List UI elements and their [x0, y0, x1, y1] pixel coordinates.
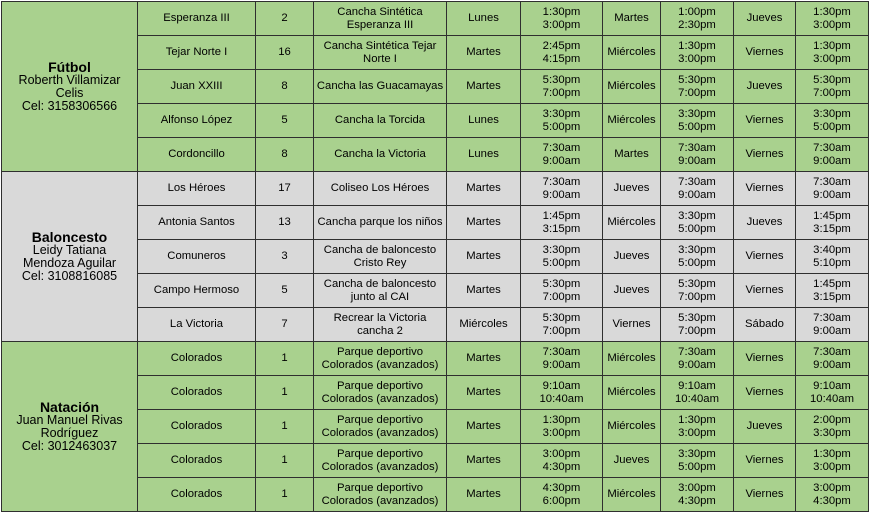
time-end: 2:30pm — [678, 18, 716, 31]
time-end: 7:00pm — [542, 324, 581, 337]
day-cell: Martes — [603, 2, 661, 36]
time-start: 3:30pm — [678, 107, 716, 120]
number-cell: 2 — [256, 2, 314, 36]
day-cell: Miércoles — [603, 104, 661, 138]
number-cell: 8 — [256, 70, 314, 104]
barrio-cell: Comuneros — [138, 240, 256, 274]
venue-cell: Cancha la Victoria — [314, 138, 447, 172]
barrio-cell: Cordoncillo — [138, 138, 256, 172]
time-cell — [661, 444, 734, 478]
time-end: 3:00pm — [678, 52, 716, 65]
time-start: 1:30pm — [542, 5, 581, 18]
time-end: 4:30pm — [678, 494, 716, 507]
time-end: 5:00pm — [542, 256, 581, 269]
time-end: 7:00pm — [678, 86, 716, 99]
time-start: 7:30am — [813, 311, 851, 324]
time-end: 5:00pm — [678, 460, 716, 473]
time-start: 7:30am — [542, 175, 581, 188]
number-cell: 1 — [256, 478, 314, 512]
time-start: 1:30pm — [678, 413, 716, 426]
day-cell: Viernes — [734, 444, 796, 478]
sport-name: Natación — [39, 398, 100, 415]
time-cell — [521, 206, 603, 240]
day-cell: Jueves — [734, 70, 796, 104]
time-start: 7:30am — [678, 141, 716, 154]
time-end: 5:00pm — [678, 222, 716, 235]
day-cell: Viernes — [734, 172, 796, 206]
time-end: 3:00pm — [542, 18, 581, 31]
time-start: 1:30pm — [813, 447, 851, 460]
number-cell: 1 — [256, 444, 314, 478]
venue-cell: Parque deportivo Colorados (avanzados) — [314, 342, 447, 376]
time-start: 7:30am — [678, 345, 716, 358]
venue-cell: Parque deportivo Colorados (avanzados) — [314, 444, 447, 478]
sport-cell — [2, 342, 138, 512]
day-cell: Martes — [447, 342, 521, 376]
time-start: 3:30pm — [542, 107, 581, 120]
time-cell — [796, 308, 869, 342]
time-start: 3:30pm — [678, 209, 716, 222]
day-cell: Miércoles — [603, 70, 661, 104]
time-cell — [521, 478, 603, 512]
day-cell: Martes — [447, 478, 521, 512]
coach-name-line1: Leidy Tatiana — [32, 242, 107, 257]
coach-name-line2: Celis — [55, 85, 84, 100]
time-cell — [661, 2, 734, 36]
barrio-cell: Los Héroes — [138, 172, 256, 206]
time-start: 5:30pm — [542, 73, 581, 86]
time-cell — [521, 172, 603, 206]
time-end: 3:00pm — [813, 18, 851, 31]
day-cell: Miércoles — [603, 478, 661, 512]
sport-cell — [2, 172, 138, 342]
day-cell: Viernes — [734, 104, 796, 138]
time-cell — [796, 206, 869, 240]
coach-name-line1: Juan Manuel Rivas — [16, 412, 123, 427]
day-cell: Sábado — [734, 308, 796, 342]
time-cell — [521, 308, 603, 342]
barrio-cell: Colorados — [138, 342, 256, 376]
time-end: 7:00pm — [678, 290, 716, 303]
schedule-body — [2, 2, 869, 512]
day-cell: Miércoles — [603, 376, 661, 410]
barrio-cell: Alfonso López — [138, 104, 256, 138]
time-end: 3:00pm — [813, 460, 851, 473]
barrio-cell: Campo Hermoso — [138, 274, 256, 308]
venue-cell: Cancha parque los niños — [314, 206, 447, 240]
time-end: 6:00pm — [542, 494, 581, 507]
time-start: 3:00pm — [542, 447, 581, 460]
barrio-cell: Tejar Norte I — [138, 36, 256, 70]
number-cell: 3 — [256, 240, 314, 274]
day-cell: Miércoles — [447, 308, 521, 342]
day-cell: Viernes — [734, 274, 796, 308]
time-cell — [661, 410, 734, 444]
time-cell — [661, 206, 734, 240]
sport-cell — [2, 2, 138, 172]
day-cell: Martes — [447, 70, 521, 104]
time-start: 3:00pm — [813, 481, 851, 494]
venue-cell: Cancha Sintética Tejar Norte I — [314, 36, 447, 70]
time-end: 9:00am — [813, 188, 851, 201]
venue-cell: Cancha la Torcida — [314, 104, 447, 138]
time-start: 7:30am — [813, 175, 851, 188]
day-cell: Viernes — [734, 478, 796, 512]
time-end: 5:00pm — [678, 256, 716, 269]
time-end: 9:00am — [678, 358, 716, 371]
time-end: 3:15pm — [542, 222, 581, 235]
time-cell — [661, 376, 734, 410]
barrio-cell: Esperanza III — [138, 2, 256, 36]
time-start: 5:30pm — [542, 311, 581, 324]
day-cell: Jueves — [734, 2, 796, 36]
day-cell: Martes — [447, 376, 521, 410]
time-end: 5:00pm — [542, 120, 581, 133]
time-cell — [521, 2, 603, 36]
time-start: 1:30pm — [542, 413, 581, 426]
time-start: 1:00pm — [678, 5, 716, 18]
day-cell: Viernes — [734, 240, 796, 274]
day-cell: Jueves — [734, 206, 796, 240]
time-end: 5:10pm — [813, 256, 851, 269]
sport-name: Fútbol — [48, 58, 91, 75]
time-start: 1:45pm — [813, 277, 851, 290]
time-end: 3:30pm — [813, 426, 851, 439]
day-cell: Jueves — [603, 172, 661, 206]
time-start: 1:30pm — [678, 39, 716, 52]
time-start: 9:10am — [813, 379, 851, 392]
time-start: 5:30pm — [678, 311, 716, 324]
time-start: 7:30am — [542, 345, 581, 358]
time-start: 1:45pm — [542, 209, 581, 222]
table-row — [2, 172, 869, 206]
time-end: 9:00am — [678, 154, 716, 167]
number-cell: 1 — [256, 342, 314, 376]
coach-phone: Cel: 3108816085 — [21, 268, 118, 283]
coach-phone: Cel: 3012463037 — [21, 438, 118, 453]
time-start: 7:30am — [542, 141, 581, 154]
time-end: 7:00pm — [542, 86, 581, 99]
day-cell: Martes — [447, 240, 521, 274]
time-cell — [796, 342, 869, 376]
day-cell: Lunes — [447, 2, 521, 36]
time-cell — [521, 36, 603, 70]
time-cell — [661, 240, 734, 274]
day-cell: Viernes — [603, 308, 661, 342]
venue-cell: Cancha las Guacamayas — [314, 70, 447, 104]
day-cell: Martes — [603, 138, 661, 172]
day-cell: Miércoles — [603, 36, 661, 70]
venue-cell: Cancha de baloncesto Cristo Rey — [314, 240, 447, 274]
time-cell — [796, 36, 869, 70]
time-start: 1:30pm — [813, 39, 851, 52]
time-start: 9:10am — [542, 379, 581, 392]
time-cell — [661, 274, 734, 308]
time-end: 9:00am — [678, 188, 716, 201]
time-start: 5:30pm — [813, 73, 851, 86]
time-cell — [796, 172, 869, 206]
time-cell — [521, 376, 603, 410]
day-cell: Lunes — [447, 138, 521, 172]
time-start: 3:40pm — [813, 243, 851, 256]
time-start: 2:45pm — [542, 39, 581, 52]
time-cell — [661, 172, 734, 206]
time-end: 9:00am — [813, 154, 851, 167]
venue-cell: Coliseo Los Héroes — [314, 172, 447, 206]
time-end: 3:15pm — [813, 222, 851, 235]
day-cell: Jueves — [603, 274, 661, 308]
number-cell: 1 — [256, 410, 314, 444]
day-cell: Lunes — [447, 104, 521, 138]
day-cell: Martes — [447, 444, 521, 478]
time-end: 3:15pm — [813, 290, 851, 303]
time-start: 1:30pm — [813, 5, 851, 18]
time-start: 7:30am — [813, 345, 851, 358]
coach-phone: Cel: 3158306566 — [21, 98, 118, 113]
day-cell: Jueves — [603, 240, 661, 274]
time-end: 4:15pm — [542, 52, 581, 65]
time-end: 9:00am — [542, 154, 581, 167]
time-start: 3:30pm — [678, 447, 716, 460]
time-start: 9:10am — [678, 379, 716, 392]
time-cell — [521, 342, 603, 376]
time-cell — [521, 410, 603, 444]
time-end: 5:00pm — [813, 120, 851, 133]
time-cell — [521, 444, 603, 478]
coach-name-line1: Roberth Villamizar — [18, 72, 121, 87]
time-end: 3:00pm — [678, 426, 716, 439]
time-cell — [521, 240, 603, 274]
number-cell: 8 — [256, 138, 314, 172]
venue-cell: Parque deportivo Colorados (avanzados) — [314, 376, 447, 410]
time-end: 7:00pm — [542, 290, 581, 303]
time-start: 5:30pm — [542, 277, 581, 290]
venue-cell: Cancha Sintética Esperanza III — [314, 2, 447, 36]
day-cell: Martes — [447, 206, 521, 240]
time-cell — [661, 36, 734, 70]
time-end: 5:00pm — [678, 120, 716, 133]
time-end: 7:00pm — [813, 86, 851, 99]
time-cell — [796, 444, 869, 478]
number-cell: 17 — [256, 172, 314, 206]
time-cell — [661, 70, 734, 104]
coach-name-line2: Mendoza Aguilar — [22, 255, 117, 270]
time-start: 2:00pm — [813, 413, 851, 426]
time-cell — [796, 274, 869, 308]
time-start: 3:30pm — [813, 107, 851, 120]
number-cell: 13 — [256, 206, 314, 240]
time-cell — [796, 104, 869, 138]
sport-name: Baloncesto — [31, 228, 108, 245]
time-start: 3:30pm — [542, 243, 581, 256]
time-cell — [521, 70, 603, 104]
day-cell: Jueves — [603, 444, 661, 478]
time-end: 9:00am — [542, 188, 581, 201]
time-end: 3:00pm — [813, 52, 851, 65]
time-start: 1:45pm — [813, 209, 851, 222]
number-cell: 5 — [256, 104, 314, 138]
day-cell: Martes — [447, 410, 521, 444]
time-cell — [661, 478, 734, 512]
time-start: 3:00pm — [678, 481, 716, 494]
time-end: 9:00am — [813, 324, 851, 337]
time-end: 10:40am — [539, 392, 584, 405]
time-cell — [661, 104, 734, 138]
day-cell: Viernes — [734, 36, 796, 70]
day-cell: Martes — [447, 172, 521, 206]
time-cell — [796, 138, 869, 172]
time-cell — [796, 240, 869, 274]
time-start: 5:30pm — [678, 73, 716, 86]
day-cell: Martes — [447, 274, 521, 308]
day-cell: Viernes — [734, 342, 796, 376]
time-cell — [661, 138, 734, 172]
time-cell — [796, 410, 869, 444]
time-end: 3:00pm — [542, 426, 581, 439]
schedule-table — [1, 1, 869, 512]
day-cell: Miércoles — [603, 410, 661, 444]
day-cell: Miércoles — [603, 206, 661, 240]
number-cell: 1 — [256, 376, 314, 410]
time-cell — [521, 104, 603, 138]
time-start: 7:30am — [678, 175, 716, 188]
time-cell — [796, 376, 869, 410]
venue-cell: Parque deportivo Colorados (avanzados) — [314, 410, 447, 444]
time-end: 7:00pm — [678, 324, 716, 337]
barrio-cell: Antonia Santos — [138, 206, 256, 240]
time-start: 5:30pm — [678, 277, 716, 290]
coach-name-line2: Rodríguez — [40, 425, 99, 440]
time-cell — [796, 70, 869, 104]
day-cell: Martes — [447, 36, 521, 70]
time-cell — [661, 342, 734, 376]
venue-cell: Recrear la Victoria cancha 2 — [314, 308, 447, 342]
day-cell: Jueves — [734, 410, 796, 444]
barrio-cell: Colorados — [138, 376, 256, 410]
number-cell: 5 — [256, 274, 314, 308]
barrio-cell: La Victoria — [138, 308, 256, 342]
time-cell — [521, 138, 603, 172]
day-cell: Miércoles — [603, 342, 661, 376]
barrio-cell: Juan XXIII — [138, 70, 256, 104]
time-cell — [661, 308, 734, 342]
time-start: 3:30pm — [678, 243, 716, 256]
venue-cell: Parque deportivo Colorados (avanzados) — [314, 478, 447, 512]
time-cell — [521, 274, 603, 308]
table-row — [2, 2, 869, 36]
venue-cell: Cancha de baloncesto junto al CAI — [314, 274, 447, 308]
barrio-cell: Colorados — [138, 444, 256, 478]
number-cell: 16 — [256, 36, 314, 70]
time-end: 10:40am — [810, 392, 854, 405]
time-cell — [796, 478, 869, 512]
time-end: 9:00am — [813, 358, 851, 371]
time-end: 9:00am — [542, 358, 581, 371]
day-cell: Viernes — [734, 376, 796, 410]
barrio-cell: Colorados — [138, 410, 256, 444]
day-cell: Viernes — [734, 138, 796, 172]
time-end: 4:30pm — [542, 460, 581, 473]
time-start: 4:30pm — [542, 481, 581, 494]
time-end: 4:30pm — [813, 494, 851, 507]
time-start: 7:30am — [813, 141, 851, 154]
number-cell: 7 — [256, 308, 314, 342]
time-end: 10:40am — [675, 392, 719, 405]
time-cell — [796, 2, 869, 36]
table-row — [2, 342, 869, 376]
barrio-cell: Colorados — [138, 478, 256, 512]
